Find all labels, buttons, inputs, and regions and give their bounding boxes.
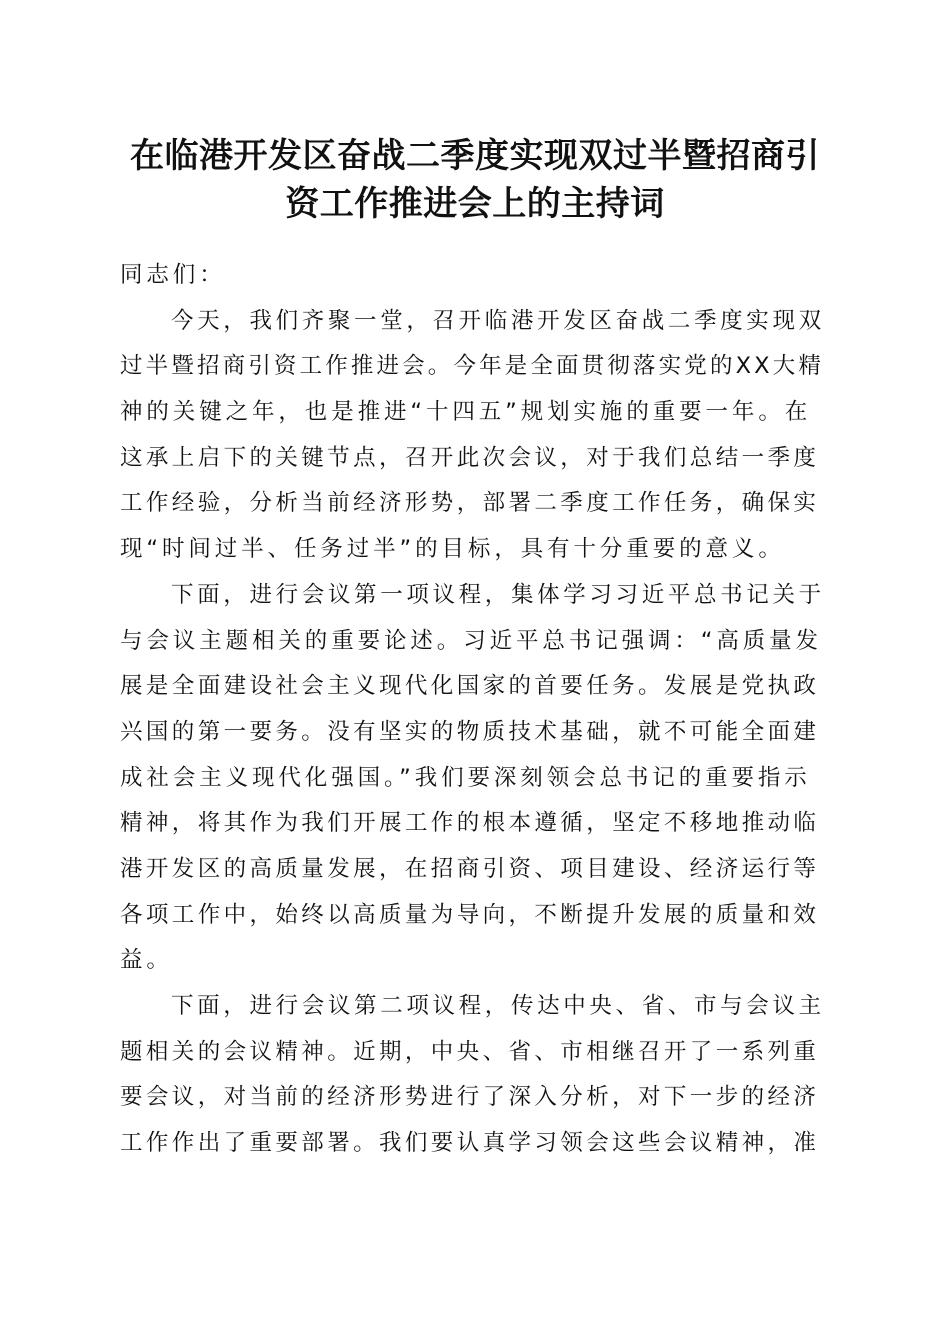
paragraph-line: 成社会主义现代化强国。”我们要深刻领会总书记的重要指示 [120, 764, 811, 791]
paragraph-3 [120, 984, 825, 1167]
paragraph-line: 下面，进行会议第一项议程，集体学习习近平总书记关于 [171, 581, 825, 608]
title-line: 资工作推进会上的主持词 [285, 184, 665, 224]
paragraph-line: 神的关键之年，也是推进“十四五”规划实施的重要一年。在 [120, 399, 812, 426]
paragraph-line: 展是全面建设社会主义现代化国家的首要任务。发展是党执政 [120, 673, 820, 700]
paragraph-line: 兴国的第一要务。没有坚实的物质技术基础，就不可能全面建 [120, 718, 820, 745]
paragraph-line: 过半暨招商引资工作推进会。今年是全面贯彻落实党的XX大精 [120, 353, 825, 380]
paragraph-1 [120, 299, 825, 573]
document-body [120, 253, 825, 1167]
paragraph-2 [120, 573, 825, 984]
paragraph-line: 题相关的会议精神。近期，中央、省、市相继召开了一系列重 [120, 1038, 820, 1065]
paragraph-line: 港开发区的高质量发展，在招商引资、项目建设、经济运行等 [120, 855, 820, 882]
salutation: 同志们： [120, 262, 226, 288]
paragraph-line: 这承上启下的关键节点，召开此次会议，对于我们总结一季度 [120, 444, 820, 471]
paragraph-line: 今天，我们齐聚一堂，召开临港开发区奋战二季度实现双 [171, 307, 825, 334]
paragraph-line: 下面，进行会议第二项议程，传达中央、省、市与会议主 [171, 993, 825, 1019]
paragraph-line: 与会议主题相关的重要论述。习近平总书记强调：“高质量发 [120, 627, 822, 654]
title-line: 在临港开发区奋战二季度实现双过半暨招商引 [130, 136, 820, 176]
paragraph-line: 各项工作中，始终以高质量为导向，不断提升发展的质量和效 [120, 901, 820, 928]
paragraph-line: 现“时间过半、任务过半”的目标，具有十分重要的意义。 [120, 536, 785, 563]
paragraph-line: 益。 [120, 947, 173, 974]
paragraph-line: 要会议，对当前的经济形势进行了深入分析，对下一步的经济 [120, 1084, 820, 1111]
paragraph-line: 精神，将其作为我们开展工作的根本遵循，坚定不移地推动临 [120, 810, 820, 837]
document-title [110, 132, 840, 228]
paragraph-line: 工作作出了重要部署。我们要认真学习领会这些会议精神，准 [120, 1130, 820, 1157]
paragraph-line: 工作经验，分析当前经济形势，部署二季度工作任务，确保实 [120, 490, 820, 517]
